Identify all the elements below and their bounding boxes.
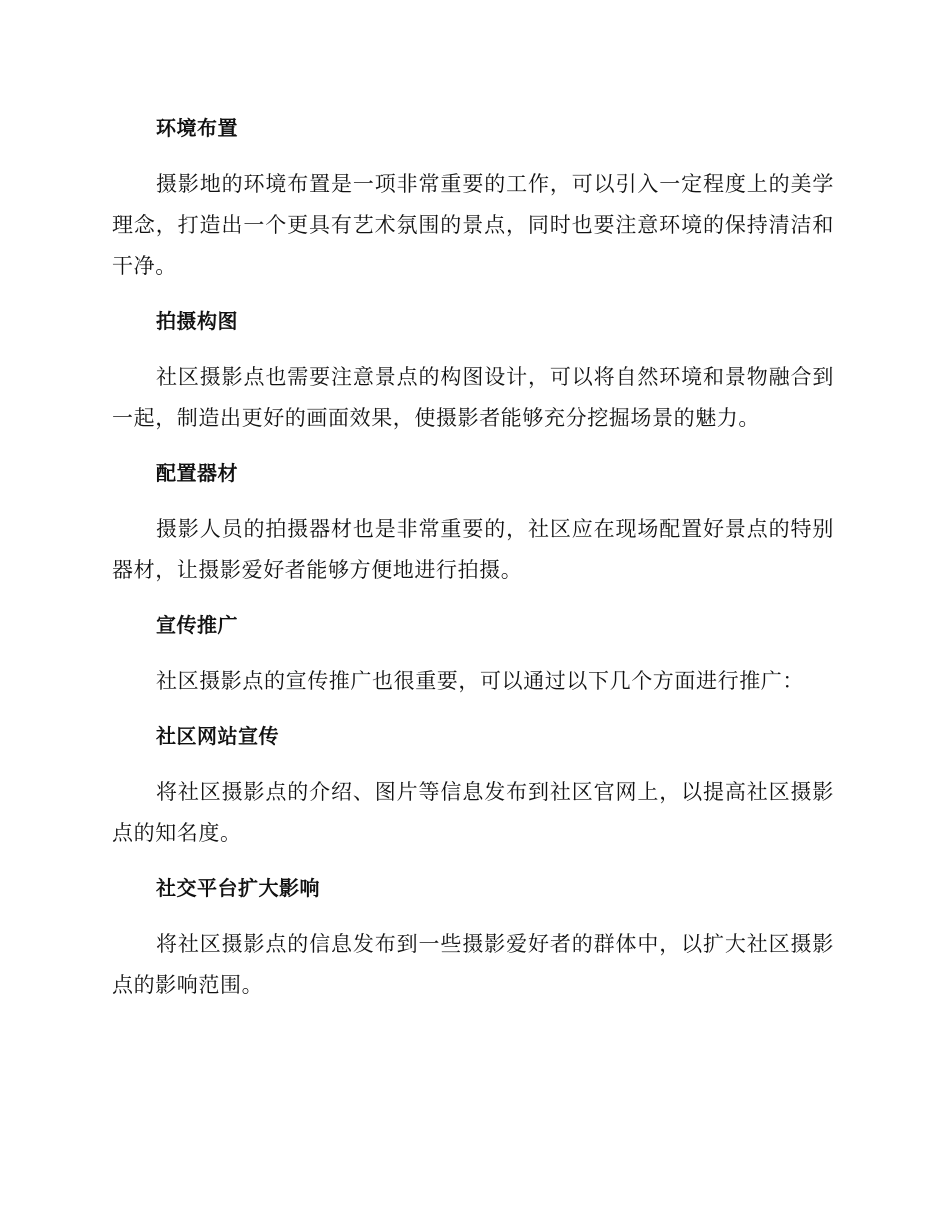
section-heading-promotion: 宣传推广 [156,613,238,637]
section-heading-equipment: 配置器材 [156,461,238,485]
section-paragraph-promotion: 社区摄影点的宣传推广也很重要，可以通过以下几个方面进行推广： [156,669,804,693]
section-paragraph-equipment: 摄影人员的拍摄器材也是非常重要的，社区应在现场配置好景点的特别器材，让摄影爱好者能够方便地进行拍摄。 [112,517,834,582]
section-paragraph-website: 将社区摄影点的介绍、图片等信息发布到社区官网上，以提高社区摄影点的知名度。 [112,780,834,845]
section-paragraph-environment: 摄影地的环境布置是一项非常重要的工作，可以引入一定程度上的美学理念，打造出一个更具有艺术氛围的景点，同时也要注意环境的保持清洁和干净。 [112,172,834,278]
section-heading-website: 社区网站宣传 [156,724,279,748]
document-page [112,108,834,1006]
section-heading-environment: 环境布置 [156,116,238,140]
section-paragraph-composition: 社区摄影点也需要注意景点的构图设计，可以将自然环境和景物融合到一起，制造出更好的画面效果，使摄影者能够充分挖掘场景的魅力。 [112,365,834,430]
section-heading-social: 社交平台扩大影响 [156,876,320,900]
section-paragraph-social: 将社区摄影点的信息发布到一些摄影爱好者的群体中，以扩大社区摄影点的影响范围。 [112,932,834,997]
section-heading-composition: 拍摄构图 [156,309,238,333]
